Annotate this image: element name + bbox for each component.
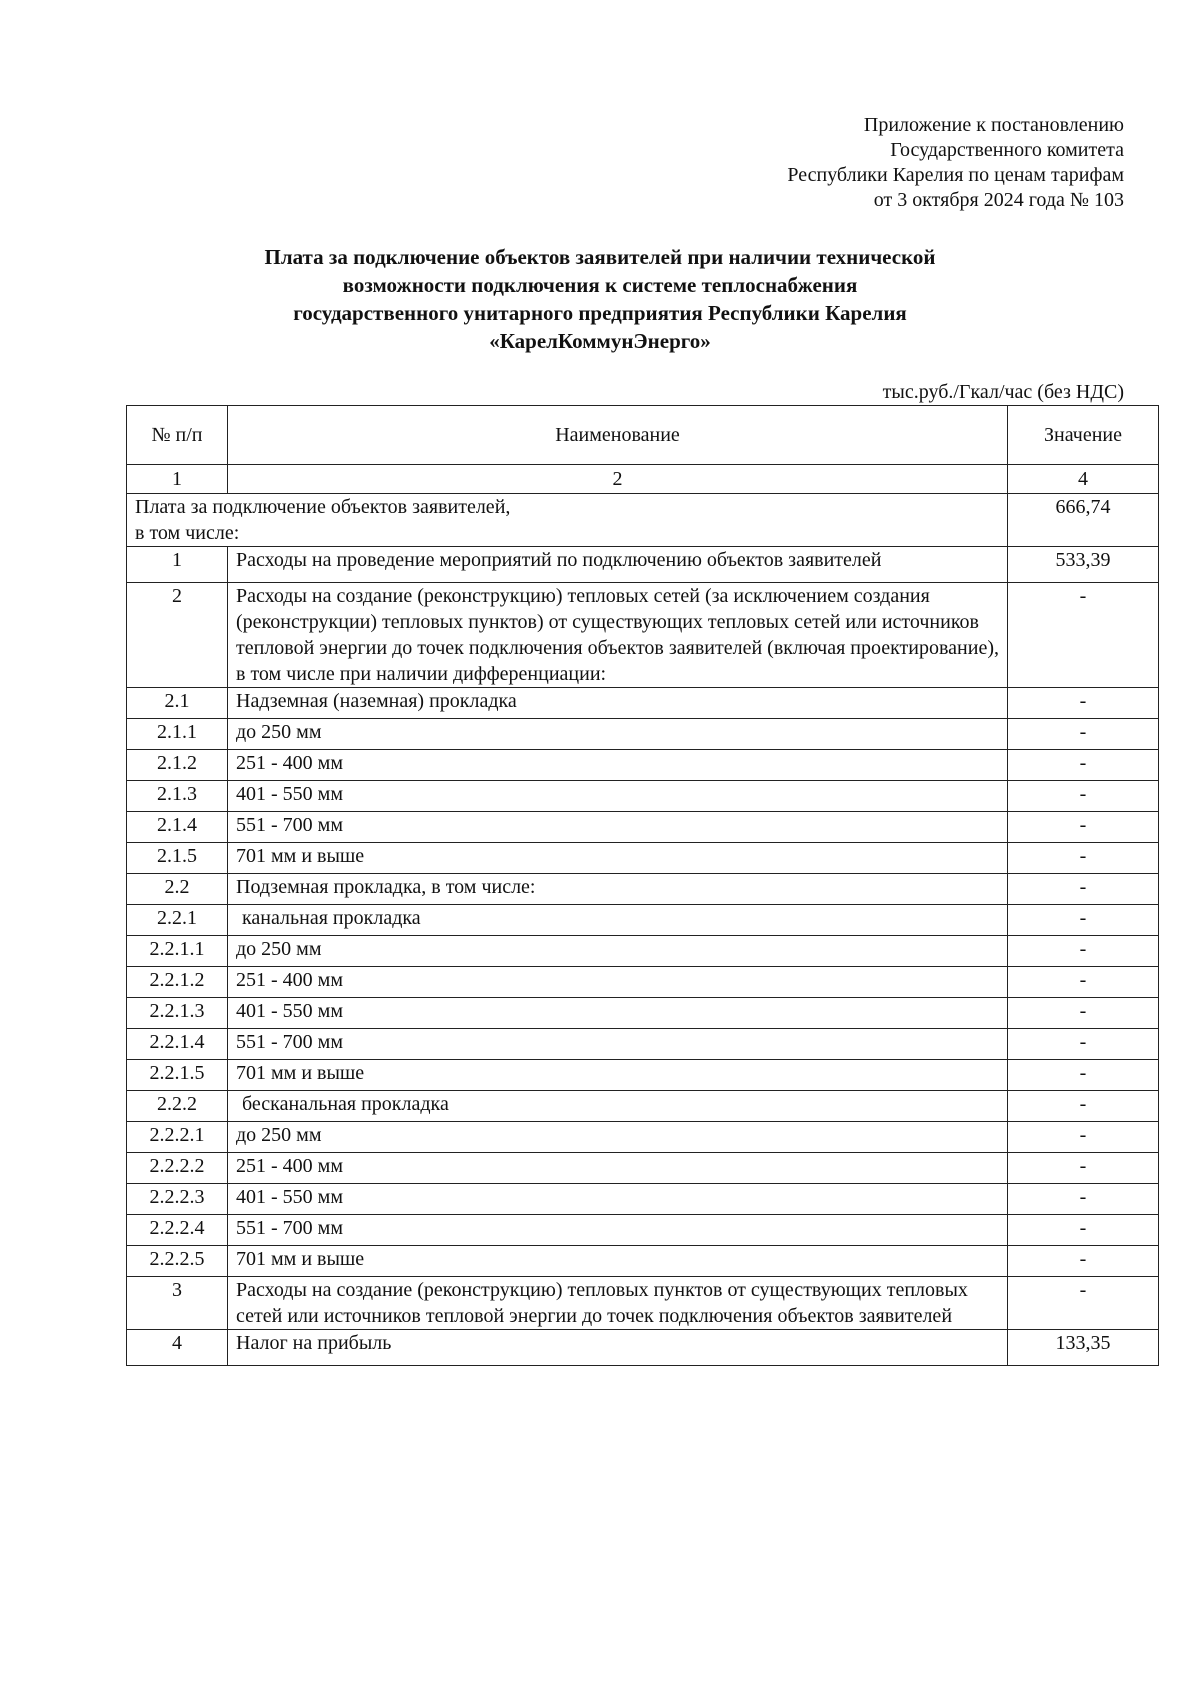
row-value: -	[1008, 1215, 1159, 1246]
row-value: -	[1008, 1091, 1159, 1122]
row-value: 533,39	[1008, 547, 1159, 583]
title-line: Плата за подключение объектов заявителей при наличии технической	[264, 245, 936, 269]
row-value: -	[1008, 719, 1159, 750]
title-line: «КарелКоммунЭнерго»	[489, 329, 711, 353]
header-line: Республики Карелия по ценам тарифам	[787, 164, 1124, 186]
row-number: 2.2.2.2	[127, 1153, 228, 1184]
table-row	[127, 1122, 1159, 1153]
document-title	[150, 243, 1050, 355]
row-number: 2.1.2	[127, 750, 228, 781]
row-value: -	[1008, 750, 1159, 781]
row-name: до 250 мм	[228, 719, 1008, 750]
row-name: 551 - 700 мм	[228, 812, 1008, 843]
row-number: 3	[127, 1277, 228, 1330]
row-value: -	[1008, 1122, 1159, 1153]
table-row	[127, 1153, 1159, 1184]
header-value: Значение	[1008, 406, 1159, 465]
table-row	[127, 688, 1159, 719]
row-value: -	[1008, 1246, 1159, 1277]
table-row	[127, 781, 1159, 812]
table-row	[127, 905, 1159, 936]
table-row	[127, 750, 1159, 781]
row-name: Расходы на проведение мероприятий по подключению объектов заявителей	[228, 547, 1008, 583]
table-row	[127, 547, 1159, 583]
row-name: 251 - 400 мм	[228, 1153, 1008, 1184]
row-name: 551 - 700 мм	[228, 1215, 1008, 1246]
row-number: 2.2.1.5	[127, 1060, 228, 1091]
approval-header	[787, 113, 1124, 213]
row-name: до 250 мм	[228, 936, 1008, 967]
header-line: Государственного комитета	[890, 139, 1124, 161]
row-number: 2.2	[127, 874, 228, 905]
table-row	[127, 719, 1159, 750]
table-header-row	[127, 406, 1159, 465]
row-number: 2.2.1.2	[127, 967, 228, 998]
table-row	[127, 1215, 1159, 1246]
row-value: -	[1008, 905, 1159, 936]
row-number: 2.2.2.5	[127, 1246, 228, 1277]
row-number: 2.1.1	[127, 719, 228, 750]
row-number: 2.2.2.4	[127, 1215, 228, 1246]
table-row	[127, 874, 1159, 905]
total-name: Плата за подключение объектов заявителей, в том числе:	[127, 494, 1008, 547]
row-number: 1	[127, 547, 228, 583]
table-row	[127, 998, 1159, 1029]
row-value: -	[1008, 1184, 1159, 1215]
row-name: Расходы на создание (реконструкцию) тепловых сетей (за исключением создания (реконструкции) тепловых пунктов) от существующих тепловых сетей или источников тепловой энергии до точек подключения объектов заявителей (включая проектирование), в том числе при наличии дифференциации:	[228, 583, 1008, 688]
row-value: -	[1008, 1029, 1159, 1060]
column-index-row	[127, 465, 1159, 494]
row-number: 2.2.2	[127, 1091, 228, 1122]
total-value: 666,74	[1008, 494, 1159, 547]
row-number: 2.1.3	[127, 781, 228, 812]
row-name: 701 мм и выше	[228, 843, 1008, 874]
row-value: 133,35	[1008, 1330, 1159, 1366]
table-row	[127, 1330, 1159, 1366]
row-number: 2	[127, 583, 228, 688]
tariff-table	[126, 405, 1159, 1366]
table-row	[127, 1029, 1159, 1060]
row-number: 2.2.2.3	[127, 1184, 228, 1215]
title-line: государственного унитарного предприятия Республики Карелия	[293, 301, 907, 325]
row-name: 251 - 400 мм	[228, 750, 1008, 781]
row-number: 2.2.1.4	[127, 1029, 228, 1060]
row-name: 701 мм и выше	[228, 1246, 1008, 1277]
row-value: -	[1008, 812, 1159, 843]
table-row	[127, 843, 1159, 874]
header-line: Приложение к постановлению	[863, 114, 1124, 136]
row-value: -	[1008, 998, 1159, 1029]
row-number: 2.2.1.1	[127, 936, 228, 967]
row-value: -	[1008, 688, 1159, 719]
header-name: Наименование	[228, 406, 1008, 465]
row-value: -	[1008, 967, 1159, 998]
row-value: -	[1008, 1060, 1159, 1091]
title-line: возможности подключения к системе теплоснабжения	[342, 273, 858, 297]
row-name: 401 - 550 мм	[228, 781, 1008, 812]
row-name: 551 - 700 мм	[228, 1029, 1008, 1060]
index-value: 4	[1008, 465, 1159, 494]
row-name: бесканальная прокладка	[228, 1091, 1008, 1122]
row-name: Расходы на создание (реконструкцию) тепловых пунктов от существующих тепловых сетей или источников тепловой энергии до точек подключения объектов заявителей	[228, 1277, 1008, 1330]
row-number: 2.2.1	[127, 905, 228, 936]
row-value: -	[1008, 874, 1159, 905]
table-row	[127, 1246, 1159, 1277]
row-number: 2.2.1.3	[127, 998, 228, 1029]
row-name: 401 - 550 мм	[228, 1184, 1008, 1215]
row-name: 401 - 550 мм	[228, 998, 1008, 1029]
row-value: -	[1008, 583, 1159, 688]
table-row	[127, 967, 1159, 998]
units-note: тыс.руб./Гкал/час (без НДС)	[882, 381, 1124, 403]
row-value: -	[1008, 1277, 1159, 1330]
row-value: -	[1008, 936, 1159, 967]
row-name: Налог на прибыль	[228, 1330, 1008, 1366]
row-value: -	[1008, 843, 1159, 874]
index-name: 2	[228, 465, 1008, 494]
row-name: канальная прокладка	[228, 905, 1008, 936]
table-row	[127, 583, 1159, 688]
table-row	[127, 1184, 1159, 1215]
row-name: до 250 мм	[228, 1122, 1008, 1153]
table-row	[127, 1060, 1159, 1091]
header-line: от 3 октября 2024 года № 103	[873, 189, 1124, 211]
row-name: Надземная (наземная) прокладка	[228, 688, 1008, 719]
row-name: Подземная прокладка, в том числе:	[228, 874, 1008, 905]
row-number: 4	[127, 1330, 228, 1366]
table-row	[127, 936, 1159, 967]
total-row	[127, 494, 1159, 547]
row-number: 2.1.4	[127, 812, 228, 843]
row-name: 701 мм и выше	[228, 1060, 1008, 1091]
header-num: № п/п	[127, 406, 228, 465]
row-number: 2.1	[127, 688, 228, 719]
table-row	[127, 1277, 1159, 1330]
row-number: 2.2.2.1	[127, 1122, 228, 1153]
table-row	[127, 1091, 1159, 1122]
row-name: 251 - 400 мм	[228, 967, 1008, 998]
index-num: 1	[127, 465, 228, 494]
table-row	[127, 812, 1159, 843]
row-value: -	[1008, 781, 1159, 812]
row-value: -	[1008, 1153, 1159, 1184]
row-number: 2.1.5	[127, 843, 228, 874]
